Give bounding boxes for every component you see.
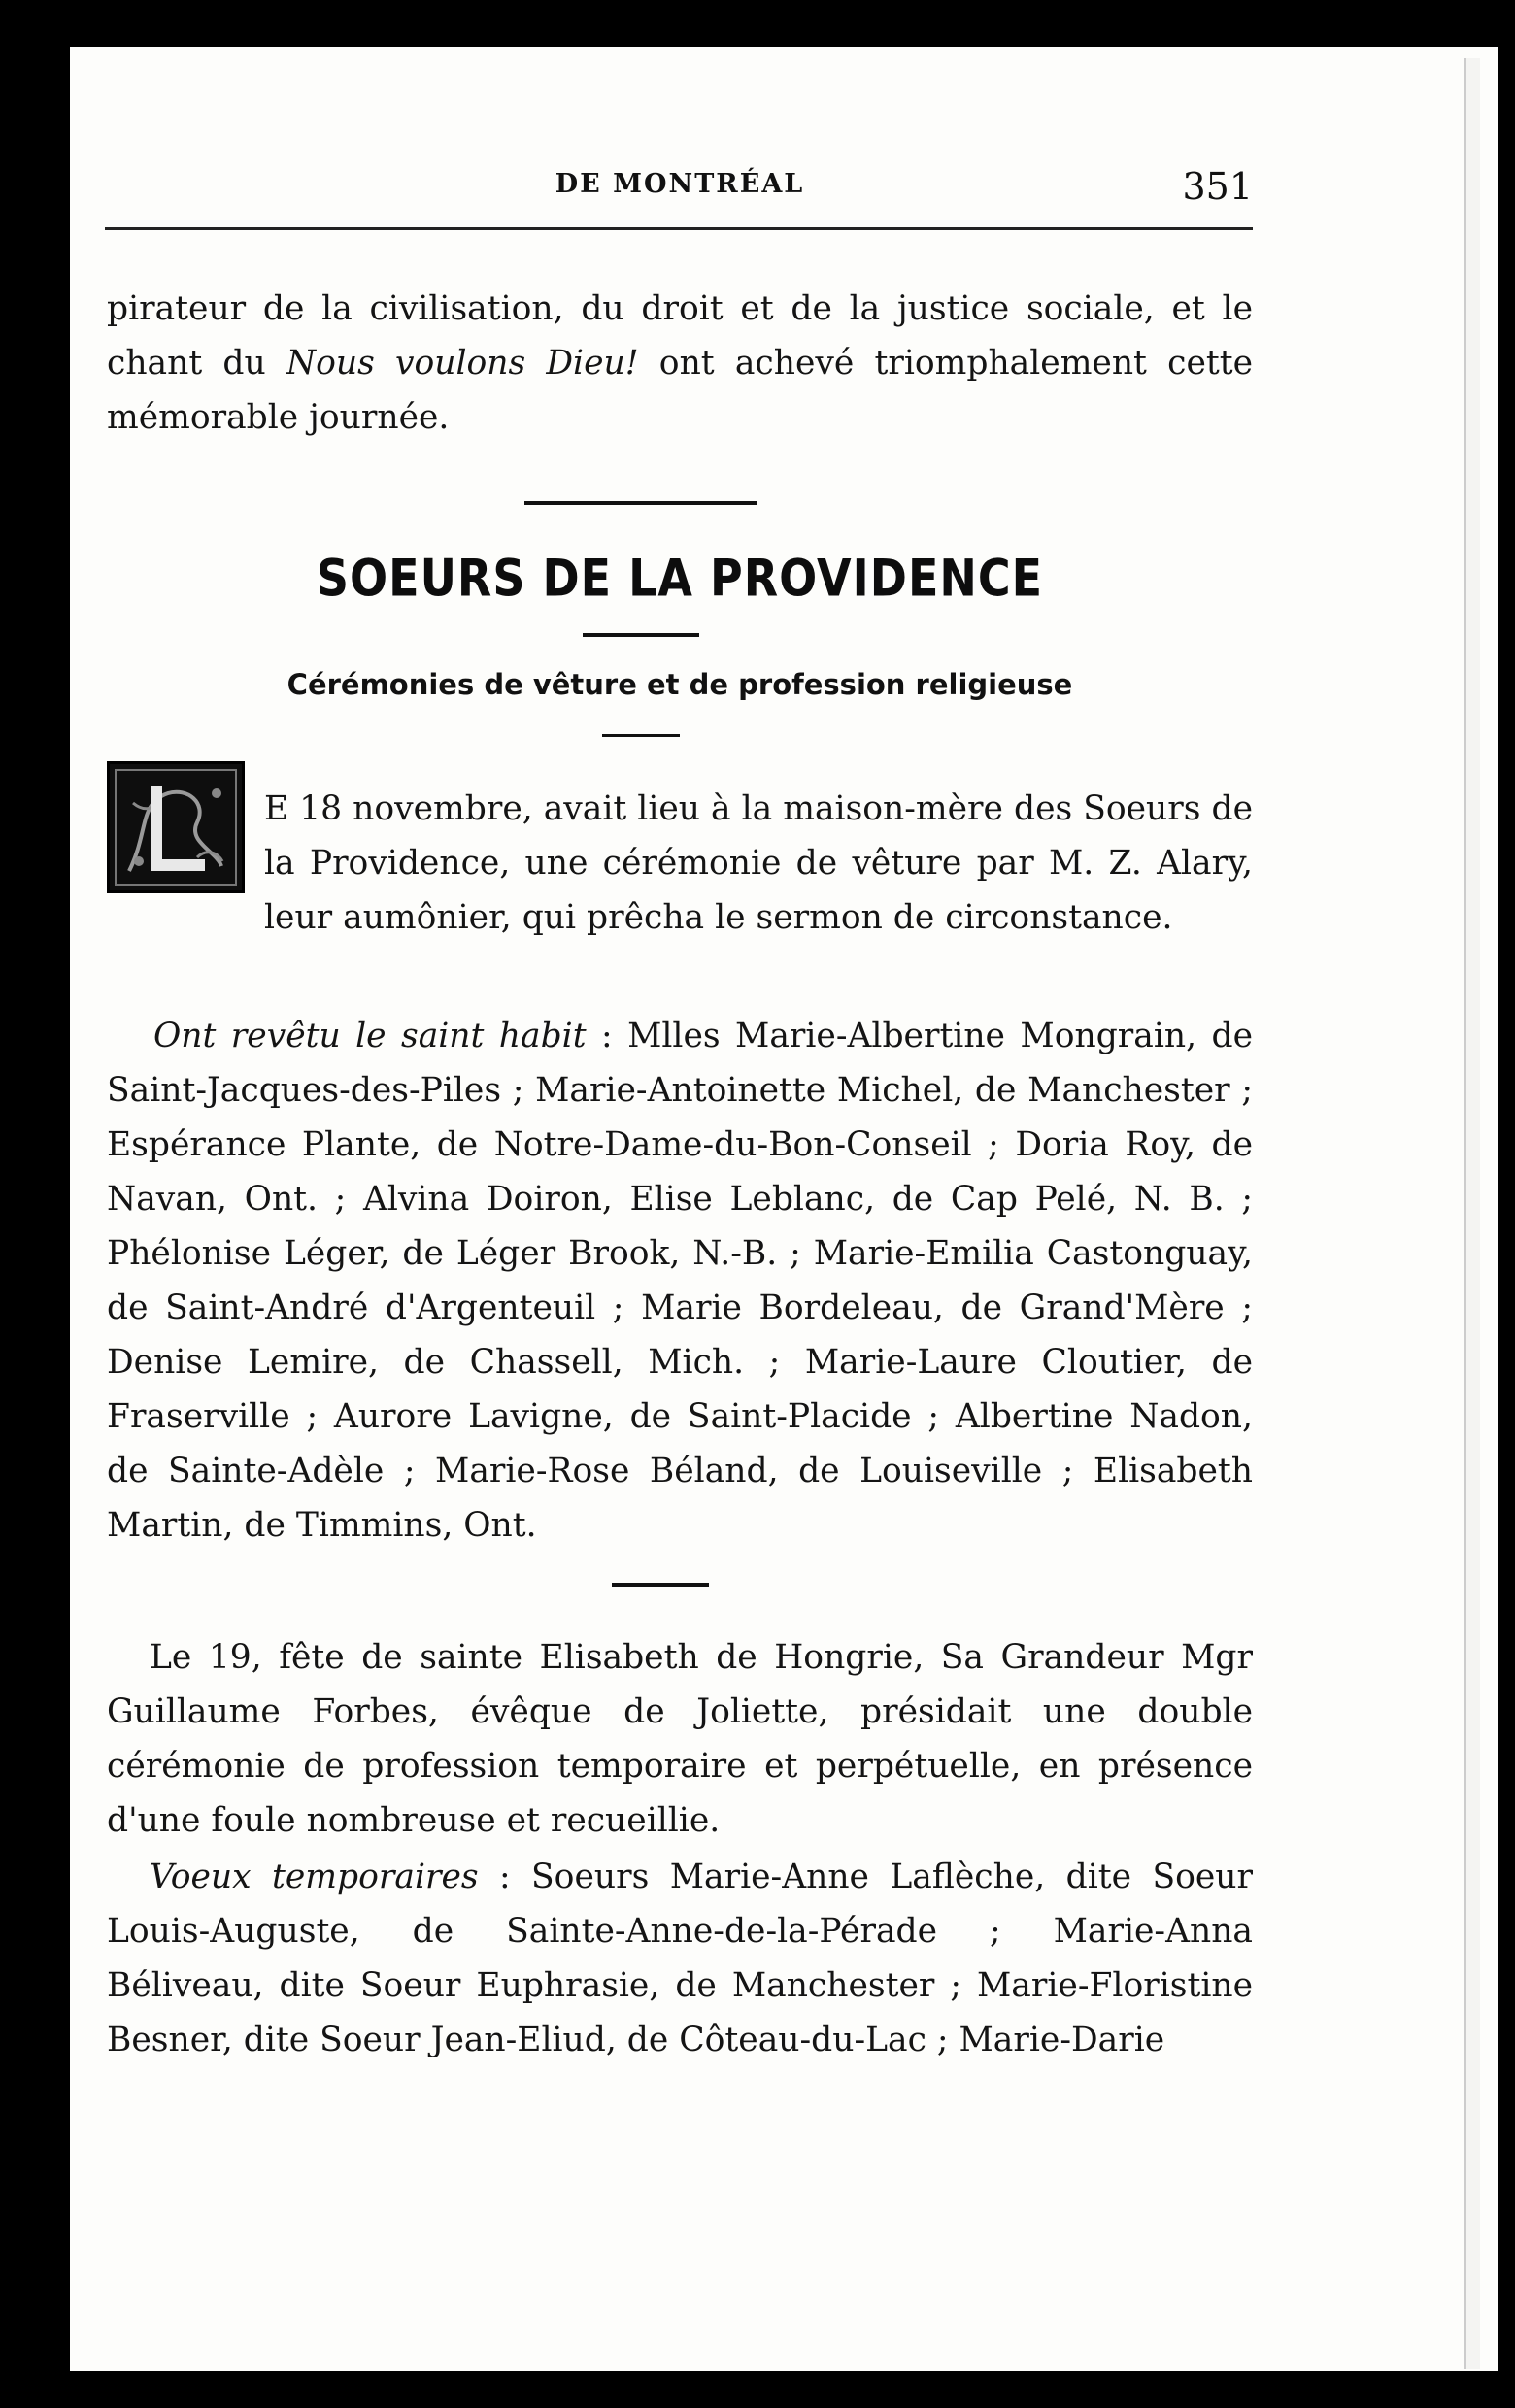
page-number: 351 bbox=[1182, 165, 1253, 208]
running-title: DE MONTRÉAL bbox=[555, 169, 805, 199]
paragraph-divider bbox=[612, 1583, 709, 1587]
header-rule bbox=[105, 227, 1253, 230]
habit-list-lead: Ont revêtu le saint habit bbox=[153, 1016, 587, 1055]
habit-list-paragraph bbox=[107, 975, 1253, 1586]
section-subtitle: Cérémonies de vêture et de profession religieuse bbox=[286, 668, 1073, 701]
section-title: SOEURS DE LA PROVIDENCE bbox=[316, 547, 1044, 609]
vesture-paragraph bbox=[107, 748, 1253, 978]
page-edge bbox=[1464, 58, 1480, 2369]
intro-text-start: pirateur de la civilisation, du droit et de la justice sociale, et le chant du bbox=[107, 289, 1253, 383]
temporary-vows-names: : Soeurs Marie-Anne Laflèche, dite Soeur Louis-Auguste, de Sainte-Anne-de-la-Pérade ; Marie-Anna Béliveau, dite Soeur Euphrasie, de Manchester ; Marie-Floristine Besner, dite Soeur Jean-Eliud, de Côteau-du-Lac ; Marie-Darie bbox=[107, 1856, 1253, 2059]
temporary-vows-lead: Voeux temporaires bbox=[150, 1856, 479, 1896]
intro-paragraph bbox=[107, 282, 1253, 445]
dropcap-ornament-icon bbox=[110, 764, 242, 890]
vesture-text: E 18 novembre, avait lieu à la maison-mère des Soeurs de la Providence, une cérémonie de vêture par M. Z. Alary, leur aumônier, qui prêcha le sermon de circonstance. bbox=[264, 788, 1253, 937]
profession-text: Le 19, fête de sainte Elisabeth de Hongrie, Sa Grandeur Mgr Guillaume Forbes, évêque de Joliette, présidait une double cérémonie de profession temporaire et perpétuelle, en présence d'une foule nombreuse et recueillie. bbox=[107, 1637, 1253, 1840]
temporary-vows-paragraph bbox=[107, 1816, 1253, 2100]
ornamental-dropcap bbox=[107, 761, 245, 893]
intro-italic-title: Nous voulons Dieu! bbox=[286, 344, 639, 383]
title-rule bbox=[583, 633, 699, 637]
page-header bbox=[107, 165, 1253, 214]
section-divider bbox=[524, 501, 758, 505]
subtitle-rule bbox=[602, 734, 680, 737]
habit-list-names: : Mlles Marie-Albertine Mongrain, de Saint-Jacques-des-Piles ; Marie-Antoinette Michel, de Manchester ; Espérance Plante, de Notre-Dame-du-Bon-Conseil ; Doria Roy, de Navan, Ont. ; Alvina Doiron, Elise Leblanc, de Cap Pelé, N. B. ; Phélonise Léger, de Léger Brook, N.-B. ; Marie-Emilia Castonguay, de Saint-André d'Argenteuil ; Marie Bordeleau, de Grand'Mère ; Denise Lemire, de Chassell, Mich. ; Marie-Laure Cloutier, de Fraserville ; Aurore Lavigne, de Saint-Placide ; Albertine Nadon, de Sainte-Adèle ; Marie-Rose Béland, de Louiseville ; Elisabeth Martin, de Timmins, Ont. bbox=[107, 1016, 1254, 1545]
intro-text-end: ont achevé triomphalement cette mémorable journée. bbox=[107, 344, 1253, 437]
